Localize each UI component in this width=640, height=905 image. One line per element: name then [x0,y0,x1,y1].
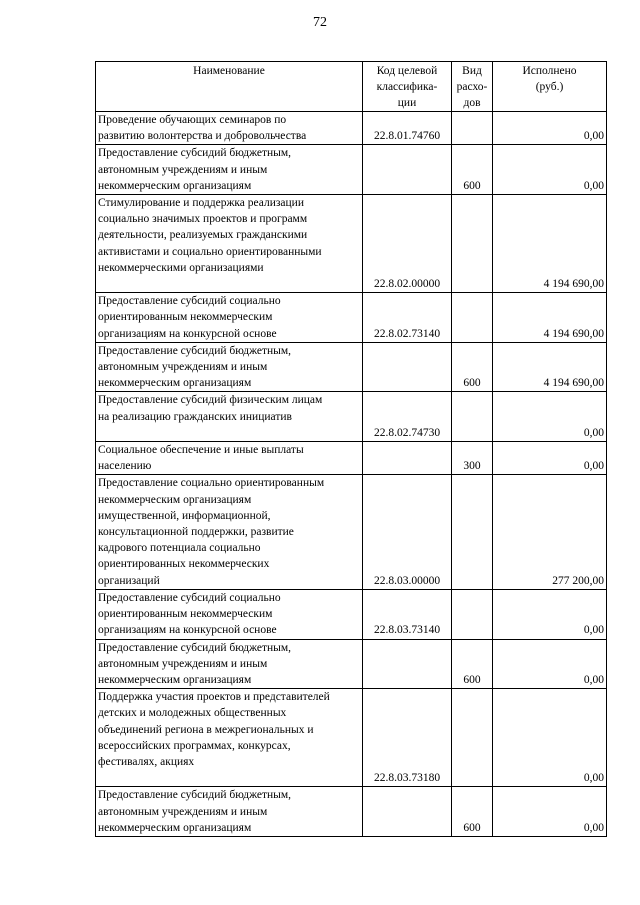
cell-name-line: детских и молодежных общественных [98,707,287,720]
cell-name-line: Социальное обеспечение и иные выплаты [98,444,304,457]
cell-type [452,475,493,589]
cell-amount: 0,00 [493,589,607,639]
cell-name [96,787,363,837]
cell-name [96,293,363,343]
cell-name-line: Проведение обучающих семинаров по [98,114,287,126]
cell-name-line: автономным учреждениям и иным [98,657,268,670]
cell-name-line: на реализацию гражданских инициатив [98,410,292,423]
cell-name [96,112,363,145]
cell-code: 22.8.02.74730 [363,392,452,442]
cell-name-line: автономным учреждениям и иным [98,805,268,818]
cell-code [363,787,452,837]
cell-name-line: Предоставление субсидий бюджетным, [98,344,292,357]
page-number: 72 [313,15,327,30]
cell-type: 600 [452,639,493,689]
cell-amount: 0,00 [493,639,607,689]
cell-name-line: объединений региона в межрегиональных и [98,723,314,736]
cell-name-line: организациям на конкурсной основе [98,327,277,340]
header-name [96,62,363,112]
table-row [96,689,607,787]
cell-type [452,195,493,293]
cell-amount: 0,00 [493,145,607,195]
cell-name-line: некоммерческими организациями [98,261,264,274]
header-line: Исполнено [522,65,577,77]
cell-name-line: Поддержка участия проектов и представителей [98,691,330,704]
cell-amount: 4 194 690,00 [493,342,607,392]
table-row [96,442,607,475]
cell-name-line: Предоставление социально ориентированным [98,477,325,490]
cell-name [96,392,363,442]
cell-name-line: социально значимых проектов и программ [98,213,308,226]
table-row [96,392,607,442]
cell-name-line: кадрового потенциала социально [98,542,261,555]
budget-execution-table [95,61,607,837]
cell-code: 22.8.03.73180 [363,689,452,787]
cell-type [452,589,493,639]
header-line: ции [397,97,417,109]
cell-name-line: организаций [98,574,160,587]
cell-name-line: некоммерческим организациям [98,673,252,686]
table-row [96,112,607,145]
header-line: расхо- [456,81,488,93]
cell-code: 22.8.03.00000 [363,475,452,589]
table-row [96,475,607,589]
cell-type: 600 [452,787,493,837]
table-header-row [96,62,607,112]
cell-type: 600 [452,342,493,392]
header-line: дов [463,97,481,109]
cell-name-line: фестивалях, акциях [98,755,195,768]
header-line: Вид [462,65,482,77]
cell-name-line: Стимулирование и поддержка реализации [98,197,304,210]
cell-type [452,392,493,442]
cell-name-line: автономным учреждениям и иным [98,163,268,176]
cell-amount: 0,00 [493,442,607,475]
table-row [96,342,607,392]
cell-name-line: Предоставление субсидий бюджетным, [98,789,292,802]
cell-name [96,589,363,639]
cell-name-line: некоммерческим организациям [98,179,252,192]
header-line: Код целевой [376,65,438,77]
cell-name-line: населению [98,460,152,473]
cell-type [452,293,493,343]
cell-amount: 4 194 690,00 [493,293,607,343]
cell-code: 22.8.02.73140 [363,293,452,343]
cell-amount: 0,00 [493,112,607,145]
cell-name [96,689,363,787]
cell-name-line: активистами и социально ориентированными [98,245,322,258]
cell-code: 22.8.01.74760 [363,112,452,145]
cell-name-line: Предоставление субсидий бюджетным, [98,641,292,654]
cell-code [363,442,452,475]
cell-name-line: автономным учреждениям и иным [98,361,268,374]
header-code [363,62,452,112]
cell-name [96,475,363,589]
cell-name-line: некоммерческим организациям [98,821,252,834]
cell-name-line: ориентированным некоммерческим [98,311,273,324]
cell-name-line: Предоставление субсидий физическим лицам [98,394,323,407]
table-row [96,787,607,837]
cell-name [96,442,363,475]
table-row [96,145,607,195]
cell-type [452,112,493,145]
header-line: Наименование [193,65,265,77]
cell-code: 22.8.03.73140 [363,589,452,639]
cell-amount: 0,00 [493,392,607,442]
cell-name-line: деятельности, реализуемых гражданскими [98,229,308,242]
cell-name-line: всероссийских программах, конкурсах, [98,739,291,752]
table-body [96,112,607,837]
cell-name-line: организациям на конкурсной основе [98,624,277,637]
table-row [96,195,607,293]
cell-amount: 277 200,00 [493,475,607,589]
header-type [452,62,493,112]
header-line: (руб.) [535,81,564,93]
cell-type: 300 [452,442,493,475]
cell-name-line: ориентированных некоммерческих [98,558,270,571]
header-amount [493,62,607,112]
cell-name-line: некоммерческим организациям [98,493,252,506]
cell-amount: 0,00 [493,787,607,837]
table-row [96,293,607,343]
cell-name [96,639,363,689]
cell-name [96,195,363,293]
cell-name-line: ориентированным некоммерческим [98,608,273,621]
cell-name-line: Предоставление субсидий бюджетным, [98,147,292,160]
cell-name [96,145,363,195]
cell-code: 22.8.02.00000 [363,195,452,293]
cell-type [452,689,493,787]
cell-amount: 4 194 690,00 [493,195,607,293]
cell-amount: 0,00 [493,689,607,787]
table-row [96,639,607,689]
table-row [96,589,607,639]
cell-name-line: Предоставление субсидий социально [98,295,281,308]
cell-name-line: консультационной поддержки, развитие [98,526,294,539]
cell-name-line: Предоставление субсидий социально [98,591,281,604]
cell-name-line [98,770,360,786]
cell-type: 600 [452,145,493,195]
header-line: классифика- [376,81,438,93]
cell-name-line: некоммерческим организациям [98,377,252,390]
cell-name [96,342,363,392]
cell-name-line: имущественной, информационной, [98,509,271,522]
cell-name-line [98,425,360,441]
cell-code [363,342,452,392]
cell-name-line [98,276,360,292]
cell-code [363,639,452,689]
cell-code [363,145,452,195]
cell-name-line: развитию волонтерства и добровольчества [98,130,307,143]
